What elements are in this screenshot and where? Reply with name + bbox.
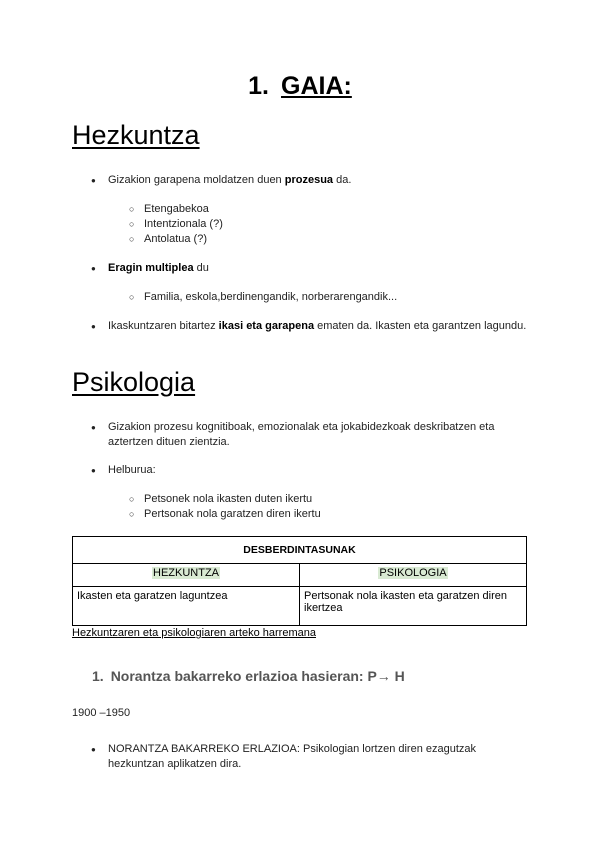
highlight: HEZKUNTZA — [153, 567, 219, 579]
subsection-text: Norantza bakarreko erlazioa hasieran: P→ H — [110, 668, 405, 684]
table-header-psikologia — [300, 564, 527, 587]
heading-hezkuntza: Hezkuntza — [72, 120, 200, 150]
text-bold: prozesua — [284, 174, 334, 186]
hezkuntza-bullet-1 — [108, 173, 528, 188]
hezkuntza-bullet-2 — [108, 261, 209, 276]
table-cell: Ikasten eta garatzen laguntzea — [73, 587, 300, 626]
psikologia-bullet-2: ● Helburua: — [108, 463, 156, 478]
years-range: 1900 –1950 — [72, 707, 131, 719]
text-bold: Eragin multiplea — [108, 262, 194, 274]
highlight: PSIKOLOGIA — [379, 567, 447, 579]
heading-psikologia: Psikologia — [72, 367, 196, 397]
text-pre: Ikaskuntzaren bitartez — [108, 320, 219, 332]
table-header-hezkuntza — [73, 564, 300, 587]
text-bold: ikasi eta garapena — [218, 320, 315, 332]
table-cell: Pertsonak nola ikasten eta garatzen diren ikertzea — [300, 587, 527, 626]
text-post: du — [193, 262, 209, 274]
title-text: GAIA: — [281, 72, 352, 100]
subsection-number: 1. — [92, 668, 104, 684]
sub-item: ○ Petsonek nola ikasten duten ikertu — [144, 492, 312, 507]
relation-link[interactable]: Hezkuntzaren eta psikologiaren arteko harremana — [72, 627, 316, 639]
hezkuntza-bullet-3 — [108, 319, 528, 334]
subsection-heading — [92, 668, 405, 684]
text-post: da. — [333, 174, 352, 186]
sub-item: ○ Pertsonak nola garatzen diren ikertu — [144, 507, 321, 522]
text-pre: Gizakion garapena moldatzen duen — [108, 174, 285, 186]
sub-item: ○ Etengabekoa — [144, 202, 209, 217]
title-number: 1. — [248, 72, 270, 100]
psikologia-bullet-1: ● Gizakion prozesu kognitiboak, emozionalak eta jokabidezkoak deskribatzen eta aztertzen dituen zientzia. — [108, 420, 508, 450]
sub-item: ○ Antolatua (?) — [144, 232, 207, 247]
sub-item: ○ Intentzionala (?) — [144, 217, 223, 232]
table-title: DESBERDINTASUNAK — [73, 537, 527, 564]
last-bullet: ● NORANTZA BAKARREKO ERLAZIOA: Psikologian lortzen diren ezagutzak hezkuntzan aplikatzen dira. — [108, 742, 508, 772]
differences-table — [72, 536, 527, 626]
page-title — [0, 72, 600, 101]
text-post: ematen da. Ikasten eta garantzen lagundu. — [314, 320, 527, 332]
sub-item: ○ Familia, eskola,berdinengandik, norberarengandik... — [144, 290, 397, 305]
